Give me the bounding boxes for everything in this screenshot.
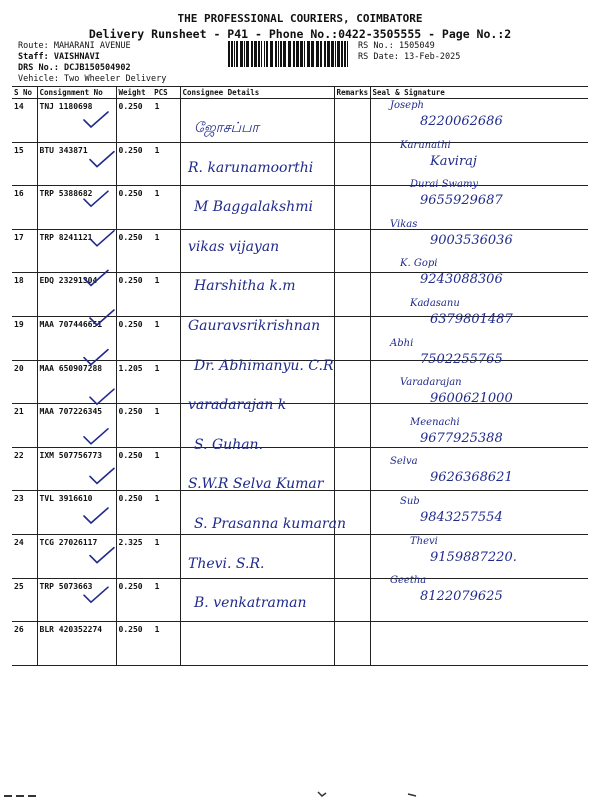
handwritten-phone-number: 9626368621 xyxy=(430,470,513,486)
barcode-bar xyxy=(337,41,340,67)
row-pcs: 1 xyxy=(154,232,160,242)
row-remarks-cell xyxy=(334,534,370,578)
row-consignment-no: TCG 27026117 xyxy=(37,534,116,578)
row-weight: 0.250 xyxy=(118,232,143,242)
row-pcs: 1 xyxy=(154,625,160,635)
handwritten-consignee-name: vikas vijayan xyxy=(188,238,280,255)
barcode-bar xyxy=(246,41,249,67)
row-signature-cell xyxy=(370,622,588,666)
barcode-bar xyxy=(231,41,233,67)
barcode-bar xyxy=(275,41,277,67)
barcode-bar xyxy=(347,41,348,67)
staff-label: Staff: VAISHNAVI xyxy=(18,52,100,62)
barcode-bar xyxy=(240,41,243,67)
row-remarks-cell xyxy=(334,99,370,143)
row-weight-pcs xyxy=(116,273,180,317)
row-pcs: 1 xyxy=(154,319,160,329)
row-weight-pcs xyxy=(116,578,180,622)
row-consignment-no: BTU 343871 xyxy=(37,142,116,186)
row-pcs: 1 xyxy=(154,581,160,591)
row-weight: 0.250 xyxy=(118,189,143,199)
handwritten-phone-number: 9003536036 xyxy=(430,232,513,248)
handwritten-consignee-name: S.W.R Selva Kumar xyxy=(188,476,324,493)
col-header-remarks: Remarks xyxy=(334,87,370,99)
handwritten-consignee-name: M Baggalakshmi xyxy=(194,199,313,216)
barcode-bar xyxy=(293,41,295,67)
row-remarks-cell xyxy=(334,578,370,622)
row-consignment-no: TRP 5388682 xyxy=(37,186,116,230)
handwritten-consignee-name: Gauravsrikrishnan xyxy=(188,318,321,334)
handwritten-signature: Karunathi xyxy=(400,139,451,151)
handwritten-signature: Selva xyxy=(390,456,418,468)
row-pcs: 1 xyxy=(154,407,160,417)
row-sno: 18 xyxy=(12,273,37,317)
barcode-bar xyxy=(324,41,326,67)
row-weight: 0.250 xyxy=(118,450,143,460)
barcode-bar xyxy=(254,41,257,67)
row-sno: 14 xyxy=(12,99,37,143)
col-header-weight-pcs xyxy=(116,87,180,99)
barcode-bar xyxy=(251,41,253,67)
row-consignment-no: TVL 3916610 xyxy=(37,491,116,535)
barcode-bar xyxy=(316,41,319,67)
row-weight-pcs xyxy=(116,229,180,273)
barcode-bar xyxy=(344,41,346,67)
handwritten-consignee-name: Harshitha k.m xyxy=(194,278,296,295)
barcode-bar xyxy=(264,41,265,67)
handwritten-consignee-name: Dr. Abhimanyu. C.R xyxy=(194,357,334,374)
row-weight-pcs xyxy=(116,360,180,404)
handwritten-phone-number: 9600621000 xyxy=(430,391,513,407)
row-remarks-cell xyxy=(334,316,370,360)
row-sno: 20 xyxy=(12,360,37,404)
row-remarks-cell xyxy=(334,229,370,273)
row-pcs: 1 xyxy=(154,276,160,286)
barcode-bar xyxy=(283,41,286,67)
handwritten-signature: Kadasanu xyxy=(410,298,460,309)
row-weight: 0.250 xyxy=(118,102,143,111)
barcode-bar xyxy=(236,41,238,67)
row-remarks-cell xyxy=(334,273,370,317)
handwritten-consignee-name: B. venkatraman xyxy=(194,595,307,612)
handwritten-phone-number: Kaviraj xyxy=(430,153,477,169)
row-weight: 0.250 xyxy=(118,145,143,155)
handwritten-phone-number: 9159887220. xyxy=(430,549,517,565)
handwritten-phone-number: 9677925388 xyxy=(420,430,503,446)
barcode-bar xyxy=(341,41,343,67)
rs-date: RS Date: 13-Feb-2025 xyxy=(358,52,461,62)
row-pcs: 1 xyxy=(154,102,160,111)
col-header-pcs: PCS xyxy=(154,88,168,97)
handwritten-consignee-name: varadarajan k xyxy=(188,397,287,414)
row-sno: 24 xyxy=(12,534,37,578)
row-weight-pcs xyxy=(116,404,180,448)
barcode-bar xyxy=(261,41,262,67)
drs-number: DRS No.: DCJB150504902 xyxy=(18,63,131,73)
barcode-bar xyxy=(258,41,260,67)
row-consignment-no: MAA 707446651 xyxy=(37,316,116,360)
row-weight-pcs xyxy=(116,534,180,578)
handwritten-consignee-name: S. Guhan. xyxy=(194,436,264,453)
handwritten-consignee-name: R. karunamoorthi xyxy=(188,159,314,176)
handwritten-signature: Sub xyxy=(400,496,420,507)
col-header-signature: Seal & Signature xyxy=(370,87,588,99)
row-weight-pcs xyxy=(116,622,180,666)
barcode-bar xyxy=(280,41,282,67)
barcode-bar xyxy=(296,41,299,67)
row-weight: 2.325 xyxy=(118,537,143,547)
col-header-weight: Weight xyxy=(118,88,146,97)
row-pcs: 1 xyxy=(154,189,160,199)
barcode-bar xyxy=(307,41,310,67)
row-remarks-cell xyxy=(334,142,370,186)
handwritten-consignee-name: S. Prasanna kumaran xyxy=(194,516,346,532)
barcode-bar xyxy=(300,41,303,67)
vehicle-label: Vehicle: Two Wheeler Delivery xyxy=(18,74,167,84)
row-sno: 22 xyxy=(12,447,37,491)
barcode-bar xyxy=(331,41,334,67)
row-weight: 0.250 xyxy=(118,494,143,504)
row-sno: 16 xyxy=(12,186,37,230)
barcode-bar xyxy=(304,41,305,67)
row-consignee-cell xyxy=(180,622,334,666)
barcode-bar xyxy=(288,41,291,67)
route-label: Route: MAHARANI AVENUE xyxy=(18,41,131,51)
row-consignment-no: MAA 650907288 xyxy=(37,360,116,404)
row-sno: 19 xyxy=(12,316,37,360)
row-consignment-no: BLR 420352274 xyxy=(37,622,116,666)
barcode-bar xyxy=(278,41,279,67)
row-pcs: 1 xyxy=(154,494,160,504)
barcode-bar xyxy=(311,41,314,67)
barcode-bar xyxy=(266,41,268,67)
row-pcs: 1 xyxy=(154,537,160,547)
row-sno: 15 xyxy=(12,142,37,186)
row-weight-pcs xyxy=(116,99,180,143)
handwritten-phone-number: 6379801487 xyxy=(430,312,513,327)
document-title: THE PROFESSIONAL COURIERS, COIMBATORE xyxy=(177,12,423,25)
row-weight: 0.250 xyxy=(118,319,143,329)
row-weight-pcs xyxy=(116,491,180,535)
row-sno: 25 xyxy=(12,578,37,622)
row-remarks-cell xyxy=(334,622,370,666)
row-sno: 21 xyxy=(12,404,37,448)
col-header-sno: S No xyxy=(12,87,37,99)
row-pcs: 1 xyxy=(154,363,160,373)
handwritten-signature: Joseph xyxy=(390,100,424,111)
runsheet-subtitle: Delivery Runsheet - P41 - Phone No.:0422-3505555 - Page No.:2 xyxy=(88,27,512,41)
handwritten-phone-number: 8122079625 xyxy=(420,589,503,605)
row-weight: 1.205 xyxy=(118,363,143,373)
row-remarks-cell xyxy=(334,404,370,448)
row-weight: 0.250 xyxy=(118,276,143,286)
handwritten-signature: Thevi xyxy=(410,535,438,547)
handwritten-phone-number: 9843257554 xyxy=(420,510,503,525)
row-sno: 23 xyxy=(12,491,37,535)
col-header-consignee: Consignee Details xyxy=(180,87,334,99)
row-weight-pcs xyxy=(116,186,180,230)
table-header-row xyxy=(12,87,588,99)
barcode-bar xyxy=(270,41,273,67)
row-remarks-cell xyxy=(334,360,370,404)
handwritten-phone-number: 9655929687 xyxy=(420,193,503,209)
row-consignment-no: TRP 5073663 xyxy=(37,578,116,622)
row-remarks-cell xyxy=(334,186,370,230)
barcode-bar xyxy=(327,41,330,67)
handwritten-signature: Geetha xyxy=(390,575,427,587)
row-pcs: 1 xyxy=(154,145,160,155)
handwritten-signature: K. Gopi xyxy=(400,258,438,270)
handwritten-phone-number: 9243088306 xyxy=(420,272,503,288)
row-consignment-no: MAA 707226345 xyxy=(37,404,116,448)
row-remarks-cell xyxy=(334,447,370,491)
scan-artifact-marks xyxy=(0,784,600,800)
row-consignment-no: TNJ 1180698 xyxy=(37,99,116,143)
handwritten-signature: Vikas xyxy=(390,218,418,230)
barcode xyxy=(228,41,352,67)
handwritten-signature: Meenachi xyxy=(410,416,460,428)
barcode-bar xyxy=(320,41,322,67)
handwritten-consignee-name: ஜோசப்பா xyxy=(194,120,259,136)
barcode-bar xyxy=(335,41,336,67)
handwritten-phone-number: 7502255765 xyxy=(420,351,503,367)
col-header-consignment: Consignment No xyxy=(37,87,116,99)
handwritten-consignee-name: Thevi. S.R. xyxy=(188,555,265,572)
row-consignment-no: IXM 507756773 xyxy=(37,447,116,491)
row-weight: 0.250 xyxy=(118,407,143,417)
row-sno: 17 xyxy=(12,229,37,273)
row-weight-pcs xyxy=(116,142,180,186)
row-consignment-no: TRP 8241121 xyxy=(37,229,116,273)
handwritten-signature: Durai Swamy xyxy=(410,179,479,191)
row-consignment-no: EDQ 23291304 xyxy=(37,273,116,317)
handwritten-phone-number: 8220062686 xyxy=(420,114,503,129)
rs-number: RS No.: 1505049 xyxy=(358,41,435,51)
handwritten-signature: Varadarajan xyxy=(400,377,462,389)
barcode-bar xyxy=(228,41,230,67)
barcode-bar xyxy=(244,41,245,67)
row-weight: 0.250 xyxy=(118,625,143,635)
row-weight-pcs xyxy=(116,316,180,360)
table-row xyxy=(12,622,588,666)
row-pcs: 1 xyxy=(154,450,160,460)
barcode-bar xyxy=(234,41,235,67)
row-weight-pcs xyxy=(116,447,180,491)
row-sno: 26 xyxy=(12,622,37,666)
row-weight: 0.250 xyxy=(118,581,143,591)
handwritten-signature: Abhi xyxy=(390,337,414,349)
